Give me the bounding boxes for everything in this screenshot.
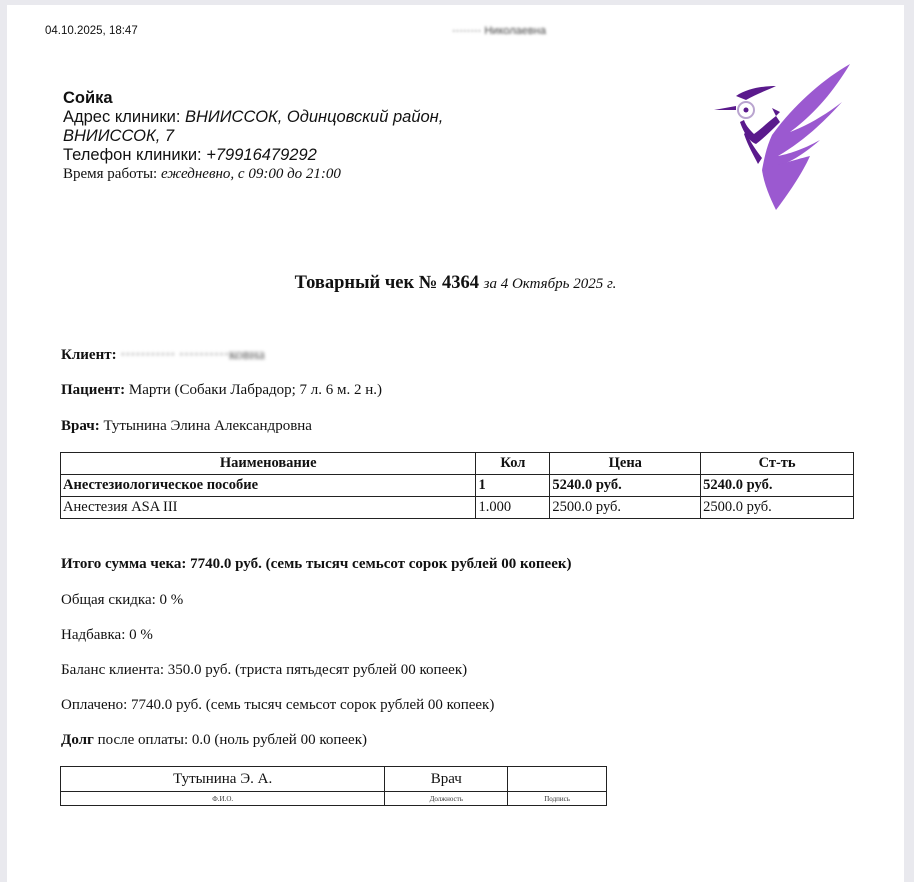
item-name: Анестезия ASA III	[61, 497, 476, 519]
receipt-date: за 4 Октябрь 2025 г.	[483, 276, 617, 292]
client-line: Клиент: ··········· ··········ковна	[61, 347, 265, 363]
item-qty: 1	[476, 475, 550, 497]
table-row	[61, 497, 854, 519]
column-header-total: Ст-ть	[701, 453, 854, 475]
clinic-phone: Телефон клиники: +79916479292	[63, 146, 317, 164]
total-sum: Итого сумма чека: 7740.0 руб. (семь тысяч семьсот сорок рублей 00 копеек)	[61, 556, 572, 572]
patient-line: Пациент: Марти (Собаки Лабрадор; 7 л. 6 м. 2 н.)	[61, 382, 383, 398]
label-position: Должность	[385, 792, 508, 806]
print-user-name: ········ Николаевна	[452, 25, 546, 37]
column-header-name: Наименование	[61, 453, 476, 475]
item-price: 2500.0 руб.	[550, 497, 701, 519]
print-datetime: 04.10.2025, 18:47	[45, 25, 138, 37]
clinic-info	[63, 89, 443, 184]
markup: Надбавка: 0 %	[61, 627, 153, 643]
clinic-address-line2: ВНИИССОК, 7	[63, 127, 175, 145]
clinic-hours: Время работы: ежедневно, с 09:00 до 21:00	[63, 166, 341, 182]
signature-values-row	[61, 767, 607, 792]
doctor-line: Врач: Тутынина Элина Александровна	[61, 418, 312, 434]
items-table	[60, 452, 854, 519]
paid-amount: Оплачено: 7740.0 руб. (семь тысяч семьсот сорок рублей 00 копеек)	[61, 697, 495, 713]
column-header-qty: Кол	[476, 453, 550, 475]
label-fio: Ф.И.О.	[61, 792, 385, 806]
receipt-page	[7, 5, 904, 882]
signer-name: Тутынина Э. А.	[61, 767, 385, 792]
signer-position: Врач	[385, 767, 508, 792]
item-total: 5240.0 руб.	[701, 475, 854, 497]
discount: Общая скидка: 0 %	[61, 592, 184, 608]
signature-labels-row	[61, 792, 607, 806]
signature-table	[60, 766, 607, 806]
jay-bird-logo-icon	[702, 60, 862, 220]
label-signature: Подпись	[508, 792, 607, 806]
item-total: 2500.0 руб.	[701, 497, 854, 519]
clinic-name: Сойка	[63, 89, 113, 107]
column-header-price: Цена	[550, 453, 701, 475]
item-price: 5240.0 руб.	[550, 475, 701, 497]
table-header-row	[61, 453, 854, 475]
clinic-address: Адрес клиники: ВНИИССОК, Одинцовский район,	[63, 108, 444, 126]
client-balance: Баланс клиента: 350.0 руб. (триста пятьдесят рублей 00 копеек)	[61, 662, 468, 678]
item-name: Анестезиологическое пособие	[61, 475, 476, 497]
debt-line: Долг после оплаты: 0.0 (ноль рублей 00 копеек)	[61, 732, 367, 748]
item-qty: 1.000	[476, 497, 550, 519]
table-row	[61, 475, 854, 497]
receipt-title: Товарный чек № 4364 за 4 Октябрь 2025 г.	[294, 273, 617, 293]
signer-signature	[508, 767, 607, 792]
